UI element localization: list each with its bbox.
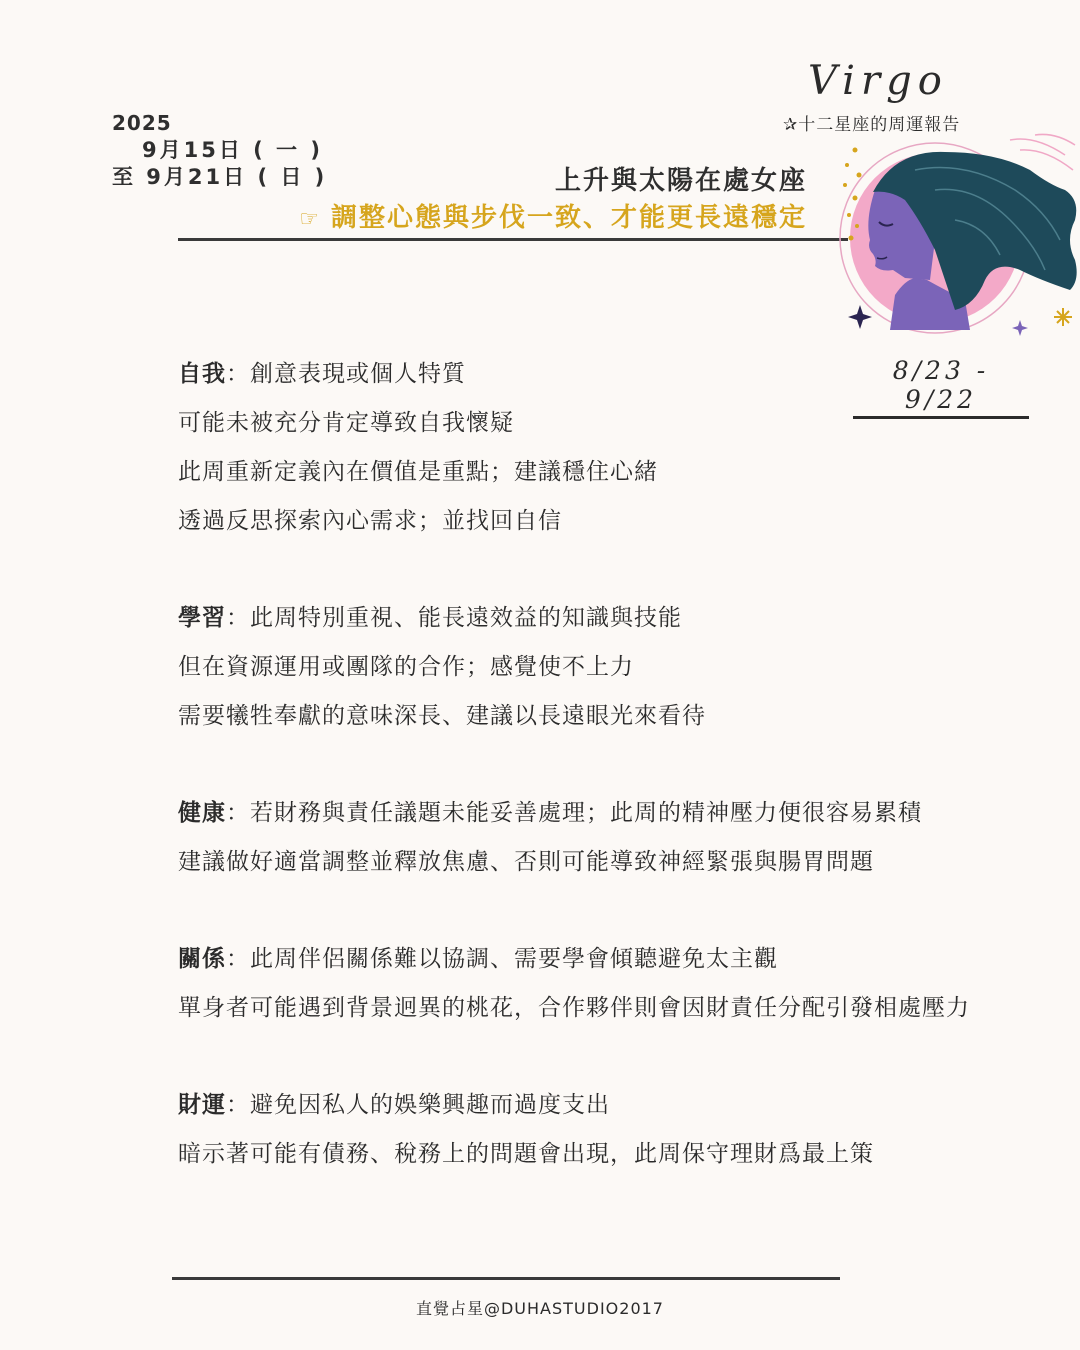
section-line: 透過反思探索內心需求；並找回自信 <box>178 508 562 534</box>
sparkle-icon <box>1012 320 1028 336</box>
section-key: 學習 <box>178 605 226 631</box>
section-line: 暗示著可能有債務、稅務上的問題會出現，此周保守理財爲最上策 <box>178 1141 874 1167</box>
bottom-divider <box>172 1277 840 1280</box>
section-heading-line <box>178 594 1058 643</box>
section-self <box>178 350 1058 546</box>
date-range: 8/23 - 9/22 <box>853 356 1029 419</box>
date-block <box>112 110 327 191</box>
section-first-text: ：此周伴侶關係難以協調、需要學會傾聽避免太主觀 <box>226 946 778 972</box>
section-heading-line <box>178 1081 1058 1130</box>
virgo-woman-illustration <box>835 130 1080 345</box>
section-first-text: ：避免因私人的娛樂興趣而過度支出 <box>226 1092 610 1118</box>
series-label: ✰十二星座的周運報告 <box>783 115 961 135</box>
section-line: 但在資源運用或團隊的合作；感覺使不上力 <box>178 654 634 680</box>
section-heading-line <box>178 935 1058 984</box>
sun-icon <box>1054 308 1072 326</box>
section-heading-line <box>178 350 1058 399</box>
footer-credit: 直覺占星@DUHASTUDIO2017 <box>415 1299 664 1318</box>
section-first-text: ：此周特別重視、能長遠效益的知識與技能 <box>226 605 682 631</box>
pointing-hand-icon: ☞ <box>299 207 321 232</box>
wind-lines <box>1010 134 1075 170</box>
sparkle-icon <box>848 305 872 329</box>
section-key: 關係 <box>178 946 226 972</box>
top-divider <box>178 238 848 241</box>
section-line: 此周重新定義內在價值是重點；建議穩住心緒 <box>178 459 658 485</box>
section-heading-line <box>178 789 1058 838</box>
section-first-text: ：創意表現或個人特質 <box>226 361 466 387</box>
section-line: 單身者可能遇到背景迥異的桃花，合作夥伴則會因財責任分配引發相處壓力 <box>178 995 970 1021</box>
date-start: 9月15日 ( 一 ) <box>142 138 323 162</box>
section-health <box>178 789 1058 887</box>
section-learning <box>178 594 1058 741</box>
headline-subtitle-row <box>299 200 807 238</box>
headline-title: 上升與太陽在處女座 <box>554 166 807 196</box>
date-year: 2025 <box>112 111 172 135</box>
section-first-text: ：若財務與責任議題未能妥善處理；此周的精神壓力便很容易累積 <box>226 800 922 826</box>
section-key: 財運 <box>178 1092 226 1118</box>
date-end: 至 9月21日 ( 日 ) <box>112 165 328 189</box>
section-line: 建議做好適當調整並釋放焦慮、否則可能導致神經緊張與腸胃問題 <box>178 849 874 875</box>
forecast-content <box>178 350 1058 1227</box>
section-line: 可能未被充分肯定導致自我懷疑 <box>178 410 514 436</box>
section-key: 健康 <box>178 800 226 826</box>
section-key: 自我 <box>178 361 226 387</box>
section-relationship <box>178 935 1058 1033</box>
headline-subtitle: 調整心態與步伐一致、才能更長遠穩定 <box>330 203 807 233</box>
section-line: 需要犧牲奉獻的意味深長、建議以長遠眼光來看待 <box>178 703 706 729</box>
headline <box>299 164 807 238</box>
sign-name: Virgo <box>808 58 948 104</box>
section-wealth <box>178 1081 1058 1179</box>
